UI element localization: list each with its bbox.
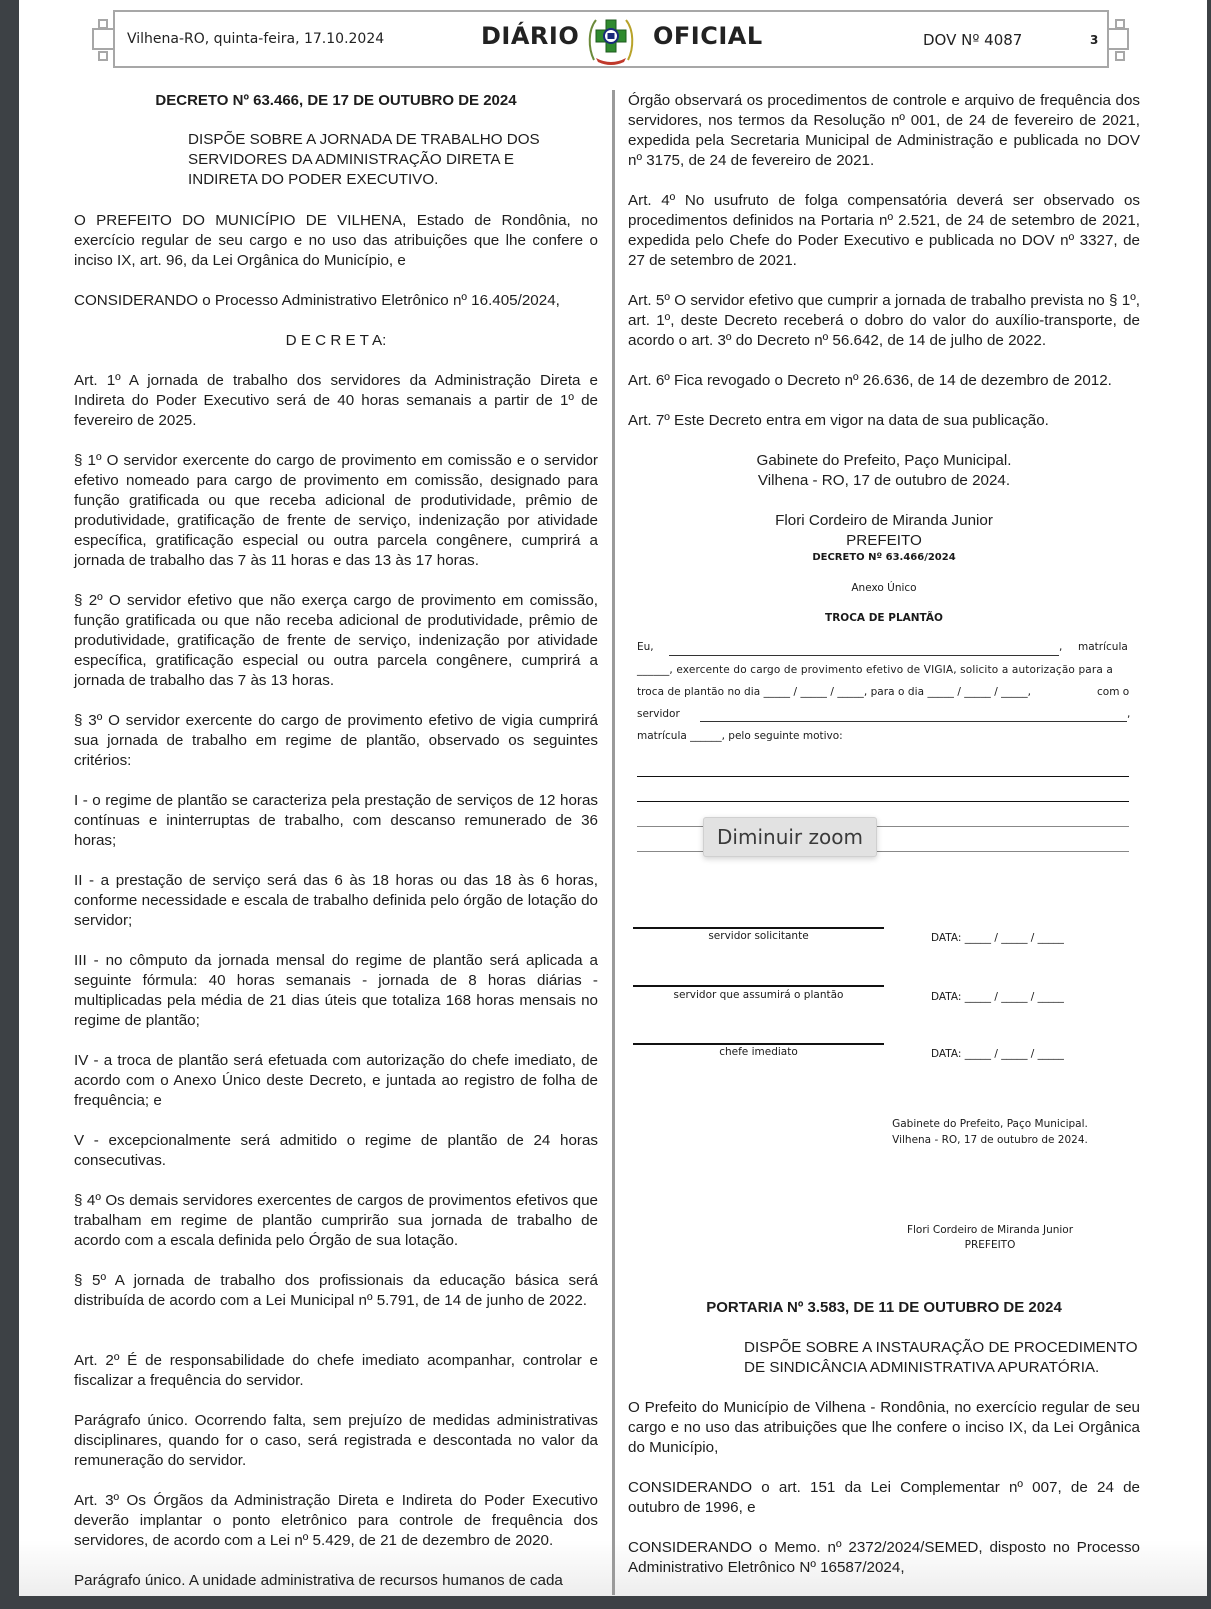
decreto-title: DECRETO Nº 63.466, DE 17 DE OUTUBRO DE 2024 xyxy=(155,92,517,109)
header-frame-ornament xyxy=(1115,51,1125,61)
title-oficial: OFICIAL xyxy=(653,22,763,50)
name-field-blank[interactable] xyxy=(669,655,1059,656)
signature-line-solicitante[interactable] xyxy=(633,927,884,929)
art-4: Art. 4º No usufruto de folga compensatória deverá ser observado os procedimentos definidos na Portaria nº 2.521, de 24 de setembro de 2021, expedida pelo Chefe do Poder Executivo e publicada no DOV nº 3327, de 27 de setembro de 2021. xyxy=(628,192,1140,269)
inciso-1: I - o regime de plantão se caracteriza pela prestação de serviços de 12 horas contínuas e ininterruptas de trabalho, com descanso remunerado de 36 horas; xyxy=(74,792,598,849)
signature-date: DATA: _____ / _____ / _____ xyxy=(931,932,1064,944)
inciso-2: II - a prestação de serviço será das 6 às 18 horas ou das 18 às 6 horas, conforme necessidade e escala de trabalho definida pelo órgão de lotação do servidor; xyxy=(74,872,598,929)
signature-line-chefe[interactable] xyxy=(633,1043,884,1045)
anexo-label: Anexo Único xyxy=(851,582,917,594)
decreto-ementa xyxy=(188,130,598,190)
form-line-3: troca de plantão no dia _____ / _____ / _____, para o dia _____ / _____ / _____, xyxy=(637,686,1032,698)
paragraph-4: § 4º Os demais servidores exercentes de cargos de provimentos efetivos que trabalham em regime de plantão cumprirão sua jornada de trabalho de acordo com a escala definida pelo Órgão de sua lotação. xyxy=(74,1192,598,1249)
decreto-signer-role: PREFEITO xyxy=(846,532,922,549)
inciso-5: V - excepcionalmente será admitido o regime de plantão de 24 horas consecutivas. xyxy=(74,1132,598,1169)
header-frame-tab-left xyxy=(92,28,114,50)
motivo-line[interactable] xyxy=(637,776,1129,777)
art-1: Art. 1º A jornada de trabalho dos servidores da Administração Direta e Indireta do Poder Executivo será de 40 horas semanais a partir de 1º de fevereiro de 2025. xyxy=(74,372,598,429)
anexo-date: Vilhena - RO, 17 de outubro de 2024. xyxy=(892,1134,1088,1146)
comma: , xyxy=(1127,708,1131,720)
page-number: 3 xyxy=(1090,33,1099,47)
zoom-out-tooltip: Diminuir zoom xyxy=(703,817,877,857)
signature-date: DATA: _____ / _____ / _____ xyxy=(931,1048,1064,1060)
portaria-ementa xyxy=(744,1338,1144,1378)
coat-of-arms-icon xyxy=(584,12,638,68)
paragraph-1: § 1º O servidor exercente do cargo de provimento em comissão e o servidor efetivo nomeado para cargo de provimento em comissão, designado para função gratificada ou que receba adicional de produtividade, prêmio de produtividade, gratificação de frente de serviço, indenização por atividade específica, gratificação especial ou outra parcela congênere, cumprirá a jornada de trabalho das 7 às 11 horas e das 13 às 17 horas. xyxy=(74,452,598,569)
ementa-line: SERVIDORES DA ADMINISTRAÇÃO DIRETA E xyxy=(188,151,515,168)
header-frame-ornament xyxy=(98,51,108,61)
form-line-5: matrícula ______, pelo seguinte motivo: xyxy=(637,730,843,742)
art-2-paragrafo-unico: Parágrafo único. Ocorrendo falta, sem prejuízo de medidas administrativas disciplinares, quando for o caso, será registrada e descontada no valor da remuneração do servidor. xyxy=(74,1412,598,1469)
decreto-signer: Flori Cordeiro de Miranda Junior xyxy=(775,512,993,529)
anexo-ref: DECRETO Nº 63.466/2024 xyxy=(812,552,956,563)
inciso-3: III - no cômputo da jornada mensal do regime de plantão será aplicada a seguinte fórmula: 40 horas semanais - jornada de 8 horas diárias - multiplicadas pela média de 21 dias úteis que totaliza 168 horas mensais no regime de plantão; xyxy=(74,952,598,1029)
portaria-title: PORTARIA Nº 3.583, DE 11 DE OUTUBRO DE 2024 xyxy=(706,1299,1062,1316)
decreto-date: Vilhena - RO, 17 de outubro de 2024. xyxy=(757,472,1011,489)
decreto-place: Gabinete do Prefeito, Paço Municipal. xyxy=(756,452,1012,469)
anexo-signer: Flori Cordeiro de Miranda Junior xyxy=(906,1224,1074,1236)
viewer-background xyxy=(0,1596,1211,1609)
ementa-line: INDIRETA DO PODER EXECUTIVO. xyxy=(188,171,439,188)
signature-label: servidor que assumirá o plantão xyxy=(673,989,844,1001)
portaria-considerando-2: CONSIDERANDO o Memo. nº 2372/2024/SEMED, disposto no Processo Administrativo Eletrônico Nº 16587/2024, xyxy=(628,1539,1140,1576)
paragraph-3: § 3º O servidor exercente do cargo de provimento efetivo de vigia cumprirá sua jornada de trabalho em regime de plantão, observado os seguintes critérios: xyxy=(74,712,598,769)
ementa-line: DISPÕE SOBRE A JORNADA DE TRABALHO DOS xyxy=(188,131,540,148)
form-servidor-label: servidor xyxy=(637,708,680,720)
form-eu-label: Eu, xyxy=(637,641,654,653)
publication-date: Vilhena-RO, quinta-feira, 17.10.2024 xyxy=(127,31,385,47)
anexo-place: Gabinete do Prefeito, Paço Municipal. xyxy=(892,1118,1088,1130)
ementa-line: DE SINDICÂNCIA ADMINISTRATIVA APURATÓRIA. xyxy=(744,1359,1100,1376)
motivo-line[interactable] xyxy=(637,801,1129,802)
art-3-paragrafo-unico-continued: Órgão observará os procedimentos de controle e arquivo de frequência dos servidores, nos termos da Resolução nº 001, de 24 de fevereiro de 2021, expedida pela Secretaria Municipal de Administração e publicada no DOV nº 3175, de 24 de fevereiro de 2021. xyxy=(628,92,1140,169)
paragraph-2: § 2º O servidor efetivo que não exerça cargo de provimento em comissão, função gratificada ou que não receba adicional de produtividade, prêmio de produtividade, gratificação de frente de serviço, indenização por atividade específica, gratificação especial ou outra parcela congênere, cumprirá a jornada de trabalho das 7 às 13 horas. xyxy=(74,592,598,689)
comma: , xyxy=(1059,641,1063,653)
art-5: Art. 5º O servidor efetivo que cumprir a jornada de trabalho prevista no § 1º, art. 1º, deste Decreto receberá o dobro do valor do auxílio-transporte, de acordo o art. 3º do Decreto nº 56.642, de 14 de julho de 2022. xyxy=(628,292,1140,349)
art-2: Art. 2º É de responsabilidade do chefe imediato acompanhar, controlar e fiscalizar a frequência do servidor. xyxy=(74,1352,598,1389)
edition-number: DOV Nº 4087 xyxy=(923,31,1023,49)
header-frame-ornament xyxy=(98,19,108,29)
decreta-heading: D E C R E T A: xyxy=(285,332,387,349)
signature-label: chefe imediato xyxy=(719,1046,798,1058)
art-3-paragrafo-unico-start: Parágrafo único. A unidade administrativa de recursos humanos de cada xyxy=(74,1572,563,1589)
header-frame-ornament xyxy=(1115,19,1125,29)
signature-line-substituto[interactable] xyxy=(633,985,884,987)
servidor-field-blank[interactable] xyxy=(700,721,1127,722)
form-matricula-label: matrícula xyxy=(1078,641,1128,653)
form-line-2: ______, exercente do cargo de provimento efetivo de VIGIA, solicito a autorização para a xyxy=(637,664,1114,676)
header-frame-tab-right xyxy=(1107,28,1129,50)
decreto-considerando: CONSIDERANDO o Processo Administrativo Eletrônico nº 16.405/2024, xyxy=(74,292,560,309)
anexo-signer-role: PREFEITO xyxy=(964,1239,1016,1251)
art-3: Art. 3º Os Órgãos da Administração Direta e Indireta do Poder Executivo deverão implantar o ponto eletrônico para controle de frequência dos servidores, de acordo com a Lei nº 5.429, de 21 de dezembro de 2020. xyxy=(74,1492,598,1549)
signature-label: servidor solicitante xyxy=(708,930,809,942)
inciso-4: IV - a troca de plantão será efetuada com autorização do chefe imediato, de acordo com o Anexo Único deste Decreto, e juntada ao registro de folha de frequência; e xyxy=(74,1052,598,1109)
signature-date: DATA: _____ / _____ / _____ xyxy=(931,991,1064,1003)
column-divider xyxy=(612,90,615,1595)
paragraph-5: § 5º A jornada de trabalho dos profissionais da educação básica será distribuída de acordo com a Lei Municipal nº 5.791, de 14 de junho de 2022. xyxy=(74,1272,598,1309)
ementa-line: DISPÕE SOBRE A INSTAURAÇÃO DE PROCEDIMENTO xyxy=(744,1339,1138,1356)
art-7: Art. 7º Este Decreto entra em vigor na data de sua publicação. xyxy=(628,412,1049,429)
title-diario: DIÁRIO xyxy=(481,22,580,50)
anexo-title: TROCA DE PLANTÃO xyxy=(825,612,943,624)
portaria-considerando-1: CONSIDERANDO o art. 151 da Lei Complementar nº 007, de 24 de outubro de 1996, e xyxy=(628,1479,1140,1516)
decreto-preamble: O PREFEITO DO MUNICÍPIO DE VILHENA, Estado de Rondônia, no exercício regular de seu cargo e no uso das atribuições que lhe confere o inciso IX, art. 96, da Lei Orgânica do Município, e xyxy=(74,212,598,269)
portaria-preamble: O Prefeito do Município de Vilhena - Rondônia, no exercício regular de seu cargo e no uso das atribuições que lhe confere o inciso IX, da Lei Orgânica do Município, xyxy=(628,1399,1140,1456)
art-6: Art. 6º Fica revogado o Decreto nº 26.636, de 14 de dezembro de 2012. xyxy=(628,372,1112,389)
form-line-3-end: com o xyxy=(1097,686,1130,698)
